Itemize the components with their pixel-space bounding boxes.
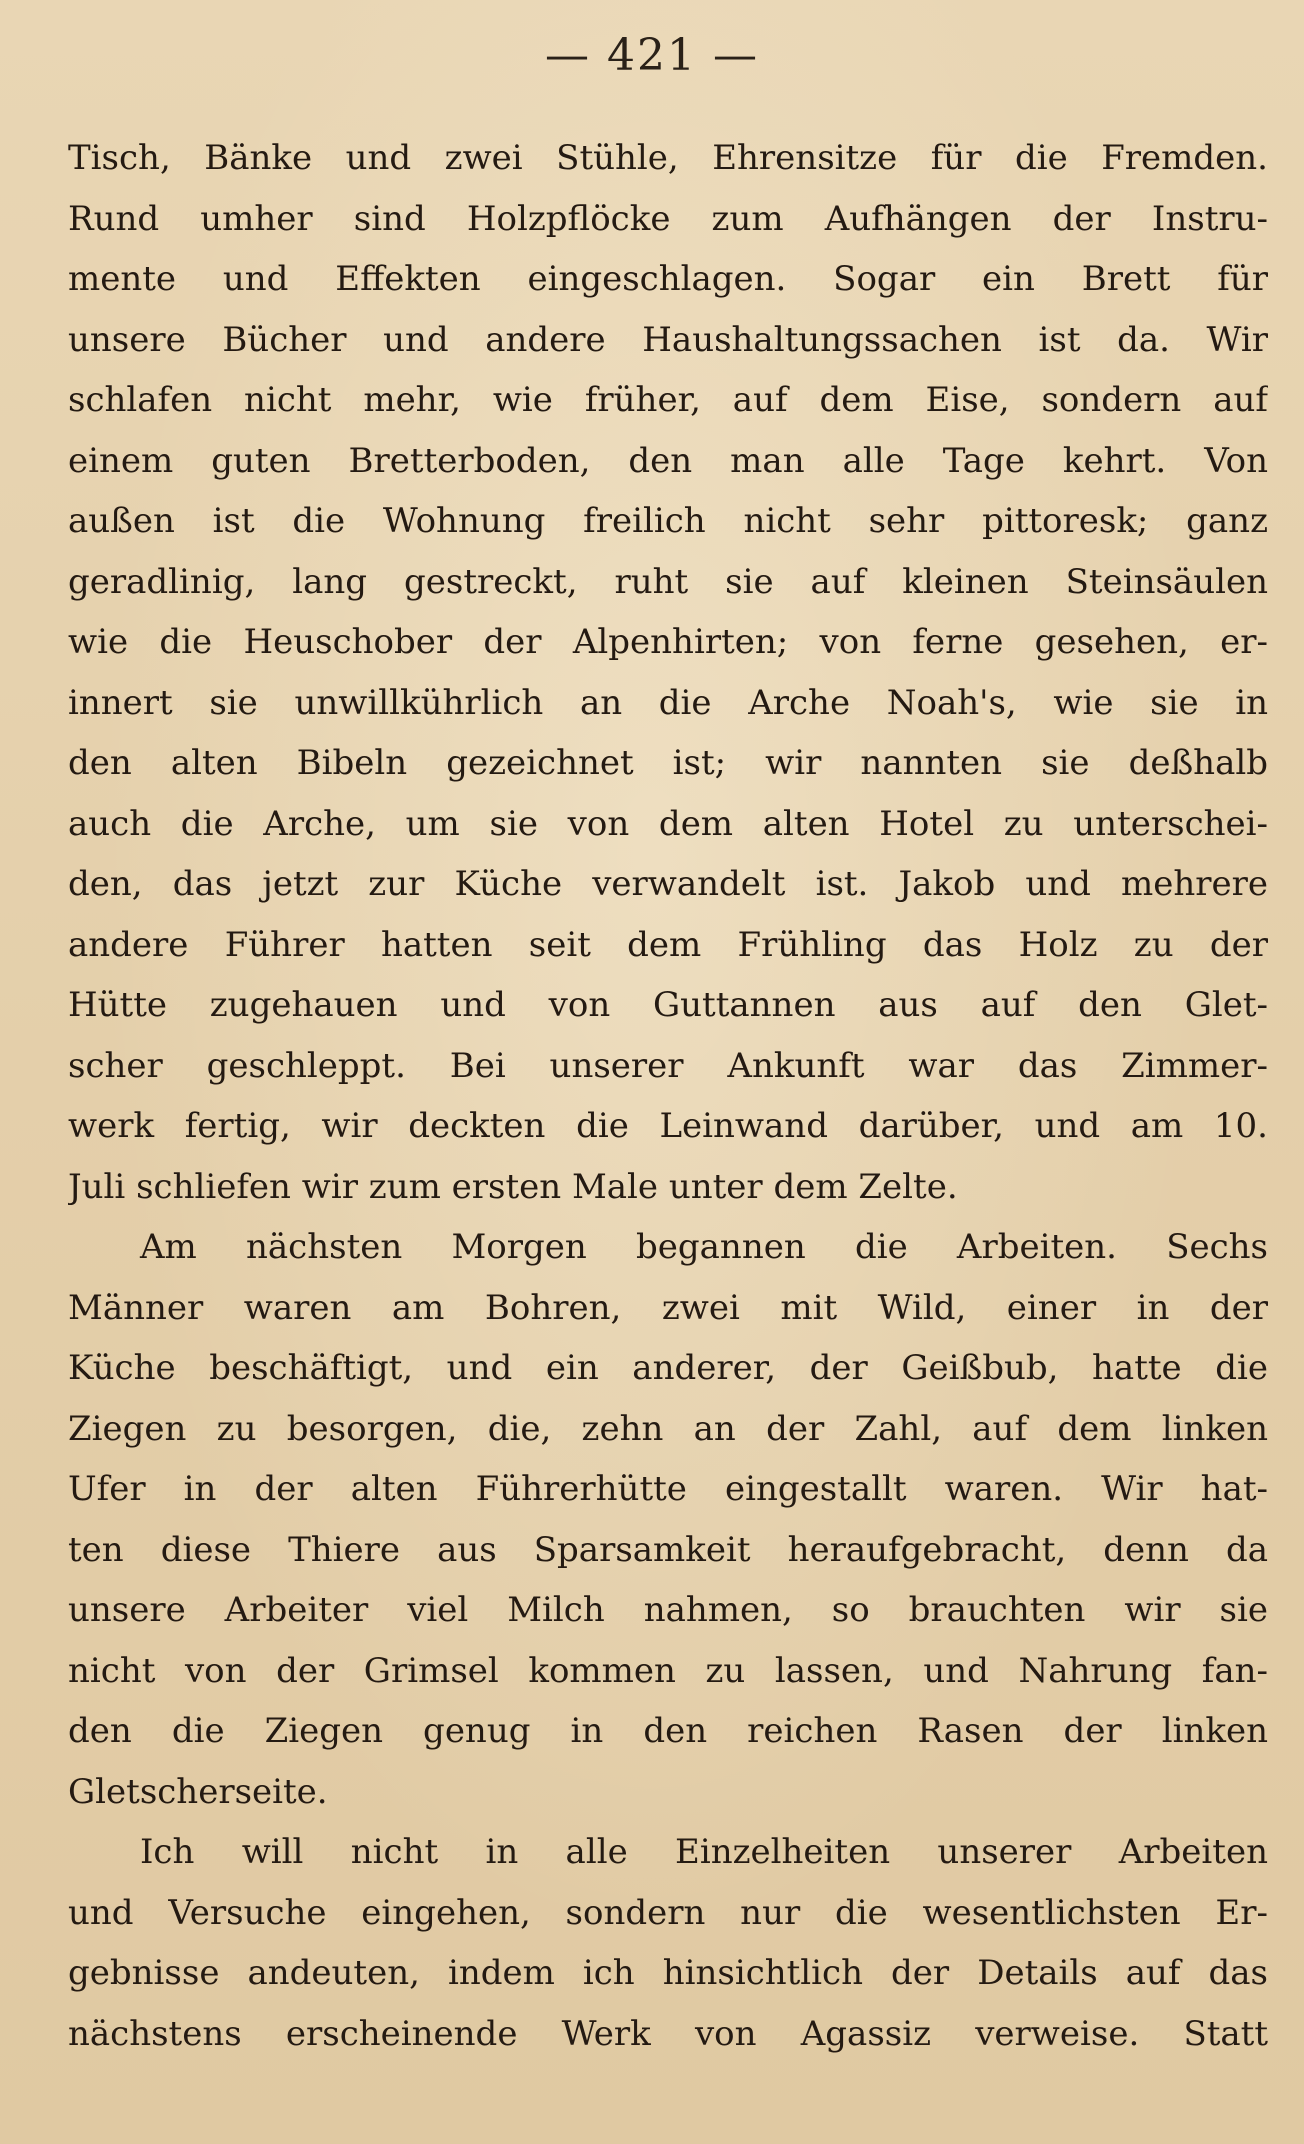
text-line: Ufer in der alten Führerhütte eingestallt waren. Wir hat- bbox=[68, 1469, 1268, 1509]
text-line: unsere Bücher und andere Haushaltungssachen ist da. Wir bbox=[68, 319, 1268, 360]
text-line: Hütte zugehauen und von Guttannen aus auf den Glet- bbox=[68, 985, 1268, 1025]
text-line: unsere Arbeiter viel Milch nahmen, so brauchten wir sie bbox=[68, 1590, 1268, 1630]
text-line: werk fertig, wir deckten die Leinwand darüber, und am 10. bbox=[68, 1106, 1268, 1146]
paragraph-start-line: Ich will nicht in alle Einzelheiten unserer Arbeiten bbox=[140, 1832, 1268, 1872]
text-line: geradlinig, lang gestreckt, ruht sie auf kleinen Steinsäulen bbox=[68, 561, 1268, 602]
text-line: scher geschleppt. Bei unserer Ankunft war das Zimmer- bbox=[68, 1045, 1268, 1086]
text-line: schlafen nicht mehr, wie früher, auf dem Eise, sondern auf bbox=[68, 380, 1268, 420]
text-line: andere Führer hatten seit dem Frühling das Holz zu der bbox=[68, 924, 1268, 965]
text-line: Gletscherseite. bbox=[68, 1771, 328, 1812]
text-line: den alten Bibeln gezeichnet ist; wir nannten sie deßhalb bbox=[68, 743, 1268, 783]
text-line: nächstens erscheinende Werk von Agassiz verweise. Statt bbox=[68, 2013, 1268, 2054]
body-text bbox=[68, 128, 1268, 2064]
text-line: Männer waren am Bohren, zwei mit Wild, einer in der bbox=[68, 1287, 1268, 1328]
paragraph-start-line: Am nächsten Morgen begannen die Arbeiten. Sechs bbox=[140, 1227, 1268, 1267]
text-line: einem guten Bretterboden, den man alle Tage kehrt. Von bbox=[68, 440, 1268, 481]
text-line: Tisch, Bänke und zwei Stühle, Ehrensitze für die Fremden. bbox=[68, 138, 1268, 178]
text-line: den die Ziegen genug in den reichen Rasen der linken bbox=[68, 1711, 1268, 1751]
text-line: Rund umher sind Holzpflöcke zum Aufhängen der Instru- bbox=[68, 198, 1268, 239]
text-line: nicht von der Grimsel kommen zu lassen, und Nahrung fan- bbox=[68, 1650, 1268, 1691]
text-line: und Versuche eingehen, sondern nur die wesentlichsten Er- bbox=[68, 1892, 1268, 1933]
page-number: — 421 — bbox=[545, 30, 759, 81]
text-line: Ziegen zu besorgen, die, zehn an der Zahl, auf dem linken bbox=[68, 1408, 1268, 1449]
text-line: den, das jetzt zur Küche verwandelt ist. Jakob und mehrere bbox=[68, 864, 1268, 904]
text-line: wie die Heuschober der Alpenhirten; von ferne gesehen, er- bbox=[68, 622, 1268, 662]
text-line: auch die Arche, um sie von dem alten Hotel zu unterschei- bbox=[68, 803, 1268, 844]
text-line: mente und Effekten eingeschlagen. Sogar ein Brett für bbox=[68, 259, 1268, 299]
text-line: Küche beschäftigt, und ein anderer, der Geißbub, hatte die bbox=[68, 1348, 1268, 1388]
text-line: gebnisse andeuten, indem ich hinsichtlich der Details auf das bbox=[68, 1953, 1268, 1993]
text-line: Juli schliefen wir zum ersten Male unter dem Zelte. bbox=[68, 1166, 958, 1207]
text-line: außen ist die Wohnung freilich nicht sehr pittoresk; ganz bbox=[68, 501, 1268, 541]
text-line: ten diese Thiere aus Sparsamkeit heraufgebracht, denn da bbox=[68, 1529, 1268, 1570]
text-line: innert sie unwillkührlich an die Arche Noah's, wie sie in bbox=[68, 682, 1268, 723]
